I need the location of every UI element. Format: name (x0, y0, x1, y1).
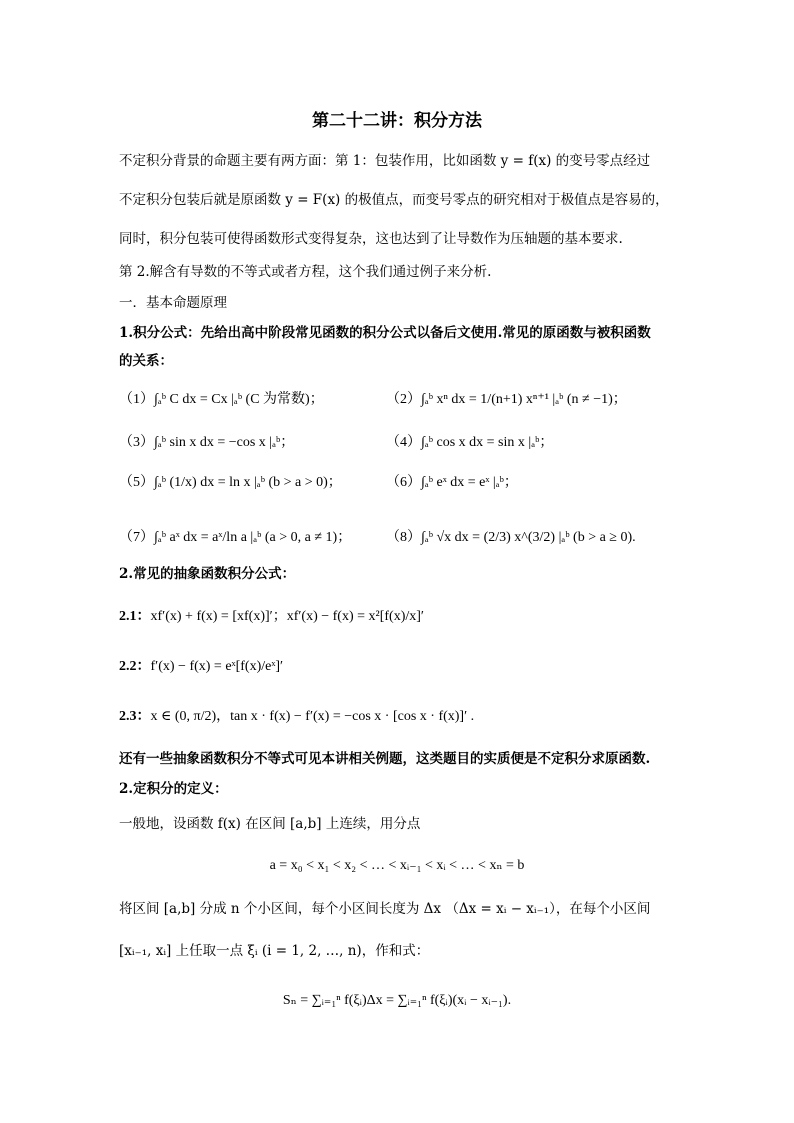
intro-paragraph-3: 同时，积分包装可使得函数形式变得复杂，这也达到了让导数作为压轴题的基本要求. (119, 231, 623, 247)
definition-paragraph-1: 一般地，设函数 f(x) 在区间 [a,b] 上连续，用分点 (119, 816, 421, 832)
intro-paragraph-4: 第 2.解含有导数的不等式或者方程，这个我们通过例子来分析. (119, 264, 492, 280)
partition-formula: a = x₀ < x₁ < x₂ < … < xᵢ₋₁ < xᵢ < … < xₙ = b (269, 858, 525, 873)
formula-label: （1） (119, 392, 154, 407)
formula-text: ∫ₐᵇ eˣ dx = eˣ |ₐᵇ； (421, 475, 518, 490)
abstract-label: 2.3： (119, 709, 151, 724)
formula-1 (119, 388, 324, 408)
formula-label: （8） (386, 530, 421, 545)
formula-label: （4） (386, 435, 421, 450)
formula-2 (386, 388, 627, 408)
formula-label: （7） (119, 530, 154, 545)
definition-paragraph-2: 将区间 [a,b] 分成 n 个小区间，每个小区间长度为 Δx （Δx = xᵢ − xᵢ₋₁），在每个小区间 (119, 901, 651, 917)
formula-text: ∫ₐᵇ C dx = Cx |ₐᵇ (C 为常数)； (154, 392, 324, 407)
formula-label: （6） (386, 475, 421, 490)
formula-label: （5） (119, 475, 154, 490)
abstract-formula-1 (119, 605, 424, 625)
abstract-text: xf′(x) + f(x) = [xf(x)]′；xf′(x) − f(x) = x²[f(x)/x]′ (150, 609, 424, 624)
formula-text: ∫ₐᵇ √x dx = (2/3) x^(3/2) |ₐᵇ (b > a ≥ 0). (421, 530, 636, 545)
abstract-formula-3 (119, 705, 474, 725)
formula-6 (386, 471, 518, 491)
page-title: 第二十二讲：积分方法 (312, 111, 482, 131)
formula-text: ∫ₐᵇ aˣ dx = aˣ/ln a |ₐᵇ (a > 0, a ≠ 1)； (154, 530, 352, 545)
riemann-sum-formula: Sₙ = ∑ᵢ₌₁ⁿ f(ξᵢ)Δx = ∑ᵢ₌₁ⁿ f(ξᵢ)(xᵢ − xᵢ₋₁). (282, 993, 512, 1008)
item2-heading: 2.常见的抽象函数积分公式： (119, 566, 296, 582)
formula-8 (386, 526, 636, 546)
intro-paragraph-1: 不定积分背景的命题主要有两方面：第 1：包装作用，比如函数 y = f(x) 的变号零点经过 (119, 153, 651, 169)
definition-paragraph-3: [xᵢ₋₁, xᵢ] 上任取一点 ξᵢ (i = 1, 2, …, n)，作和式： (119, 943, 430, 959)
formula-text: ∫ₐᵇ xⁿ dx = 1/(n+1) xⁿ⁺¹ |ₐᵇ (n ≠ −1)； (421, 392, 627, 407)
formula-5 (119, 471, 342, 491)
formula-label: （2） (386, 392, 421, 407)
formula-text: ∫ₐᵇ (1/x) dx = ln x |ₐᵇ (b > a > 0)； (154, 475, 342, 490)
formula-4 (386, 431, 553, 451)
formula-3 (119, 431, 294, 451)
abstract-label: 2.2： (119, 659, 151, 674)
item1-line-2: 的关系： (119, 353, 173, 369)
formula-label: （3） (119, 435, 154, 450)
definition-heading: 2.定积分的定义： (119, 781, 228, 797)
abstract-formula-2 (119, 655, 283, 675)
intro-paragraph-2: 不定积分包装后就是原函数 y = F(x) 的极值点，而变号零点的研究相对于极值点是容易的， (119, 192, 669, 208)
abstract-text: f′(x) − f(x) = eˣ[f(x)/eˣ]′ (150, 659, 284, 674)
note-paragraph: 还有一些抽象函数积分不等式可见本讲相关例题，这类题目的实质便是不定积分求原函数. (119, 751, 651, 767)
formula-text: ∫ₐᵇ sin x dx = −cos x |ₐᵇ； (154, 435, 295, 450)
item1-line-1: 1.积分公式：先给出高中阶段常见函数的积分公式以备后文使用.常见的原函数与被积函数 (119, 325, 651, 341)
section-heading-1: 一．基本命题原理 (119, 295, 227, 311)
formula-text: ∫ₐᵇ cos x dx = sin x |ₐᵇ； (421, 435, 554, 450)
formula-7 (119, 526, 351, 546)
abstract-label: 2.1： (119, 609, 151, 624)
abstract-text: x ∈ (0, π/2)，tan x · f(x) − f′(x) = −cos x · [cos x · f(x)]′ . (150, 709, 475, 724)
